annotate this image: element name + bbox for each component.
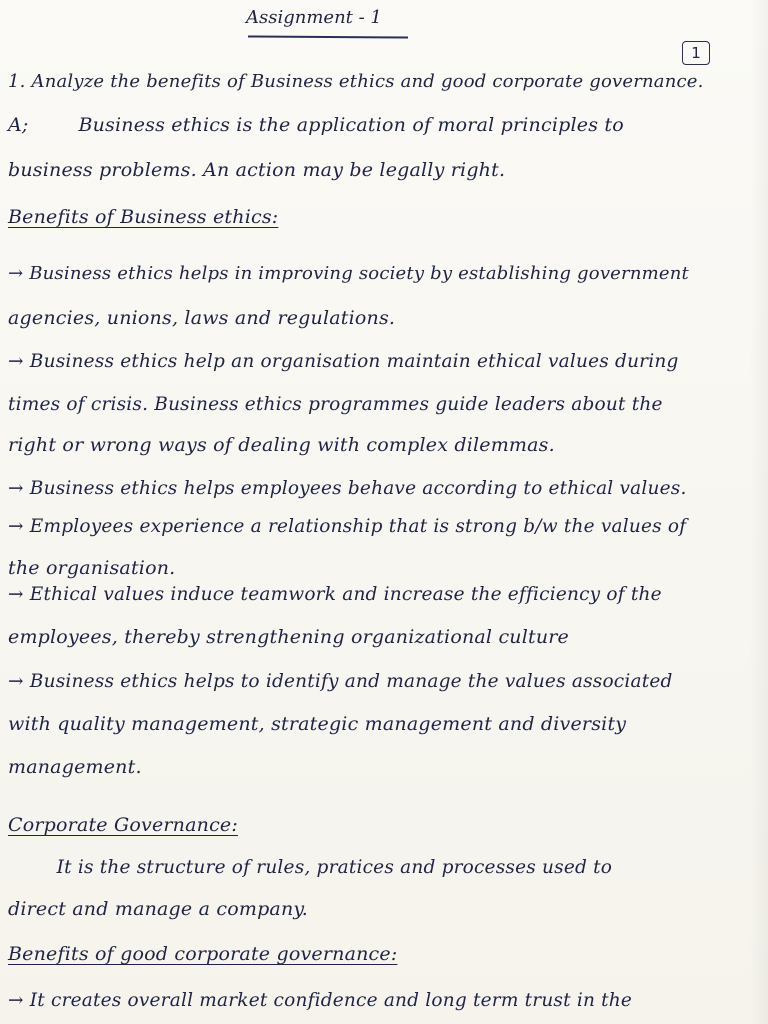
text-line: the organisation. (8, 557, 176, 579)
page-number-box: 1 (682, 41, 710, 65)
text-line: It is the structure of rules, pratices and processes used to (8, 857, 613, 878)
text-line: with quality management, strategic management and diversity (8, 713, 627, 735)
text-line: direct and manage a company. (8, 898, 309, 920)
text-line: times of crisis. Business ethics programmes guide leaders about the (8, 394, 663, 415)
bullet-line: → Employees experience a relationship that is strong b/w the values of (8, 516, 687, 537)
bullet-line: → Business ethics help an organisation maintain ethical values during (8, 351, 679, 372)
section-heading-benefits-ethics: Benefits of Business ethics: (8, 206, 279, 228)
bullet-line: → It creates overall market confidence and long term trust in the (8, 990, 633, 1011)
text-line: agencies, unions, laws and regulations. (8, 307, 396, 329)
text-line: right or wrong ways of dealing with complex dilemmas. (8, 434, 555, 456)
page-edge-shadow (750, 0, 768, 1024)
section-heading-corporate-governance: Corporate Governance: (8, 814, 238, 836)
text-line: management. (8, 756, 142, 778)
bullet-line: → Business ethics helps to identify and manage the values associated (8, 671, 673, 692)
text-line: business problems. An action may be legally right. (8, 159, 506, 181)
text-line: employees, thereby strengthening organizational culture (8, 626, 569, 648)
bullet-line: → Business ethics helps employees behave according to ethical values. (8, 478, 687, 499)
question-line: 1. Analyze the benefits of Business ethics and good corporate governance. (8, 71, 704, 92)
bullet-line: → Ethical values induce teamwork and increase the efficiency of the (8, 584, 662, 605)
section-heading-benefits-governance: Benefits of good corporate governance: (8, 943, 398, 965)
page-title: Assignment - 1 (246, 7, 382, 28)
answer-line: A; Business ethics is the application of moral principles to (8, 114, 624, 136)
title-underline (248, 35, 408, 38)
bullet-line: → Business ethics helps in improving society by establishing government (8, 263, 689, 284)
